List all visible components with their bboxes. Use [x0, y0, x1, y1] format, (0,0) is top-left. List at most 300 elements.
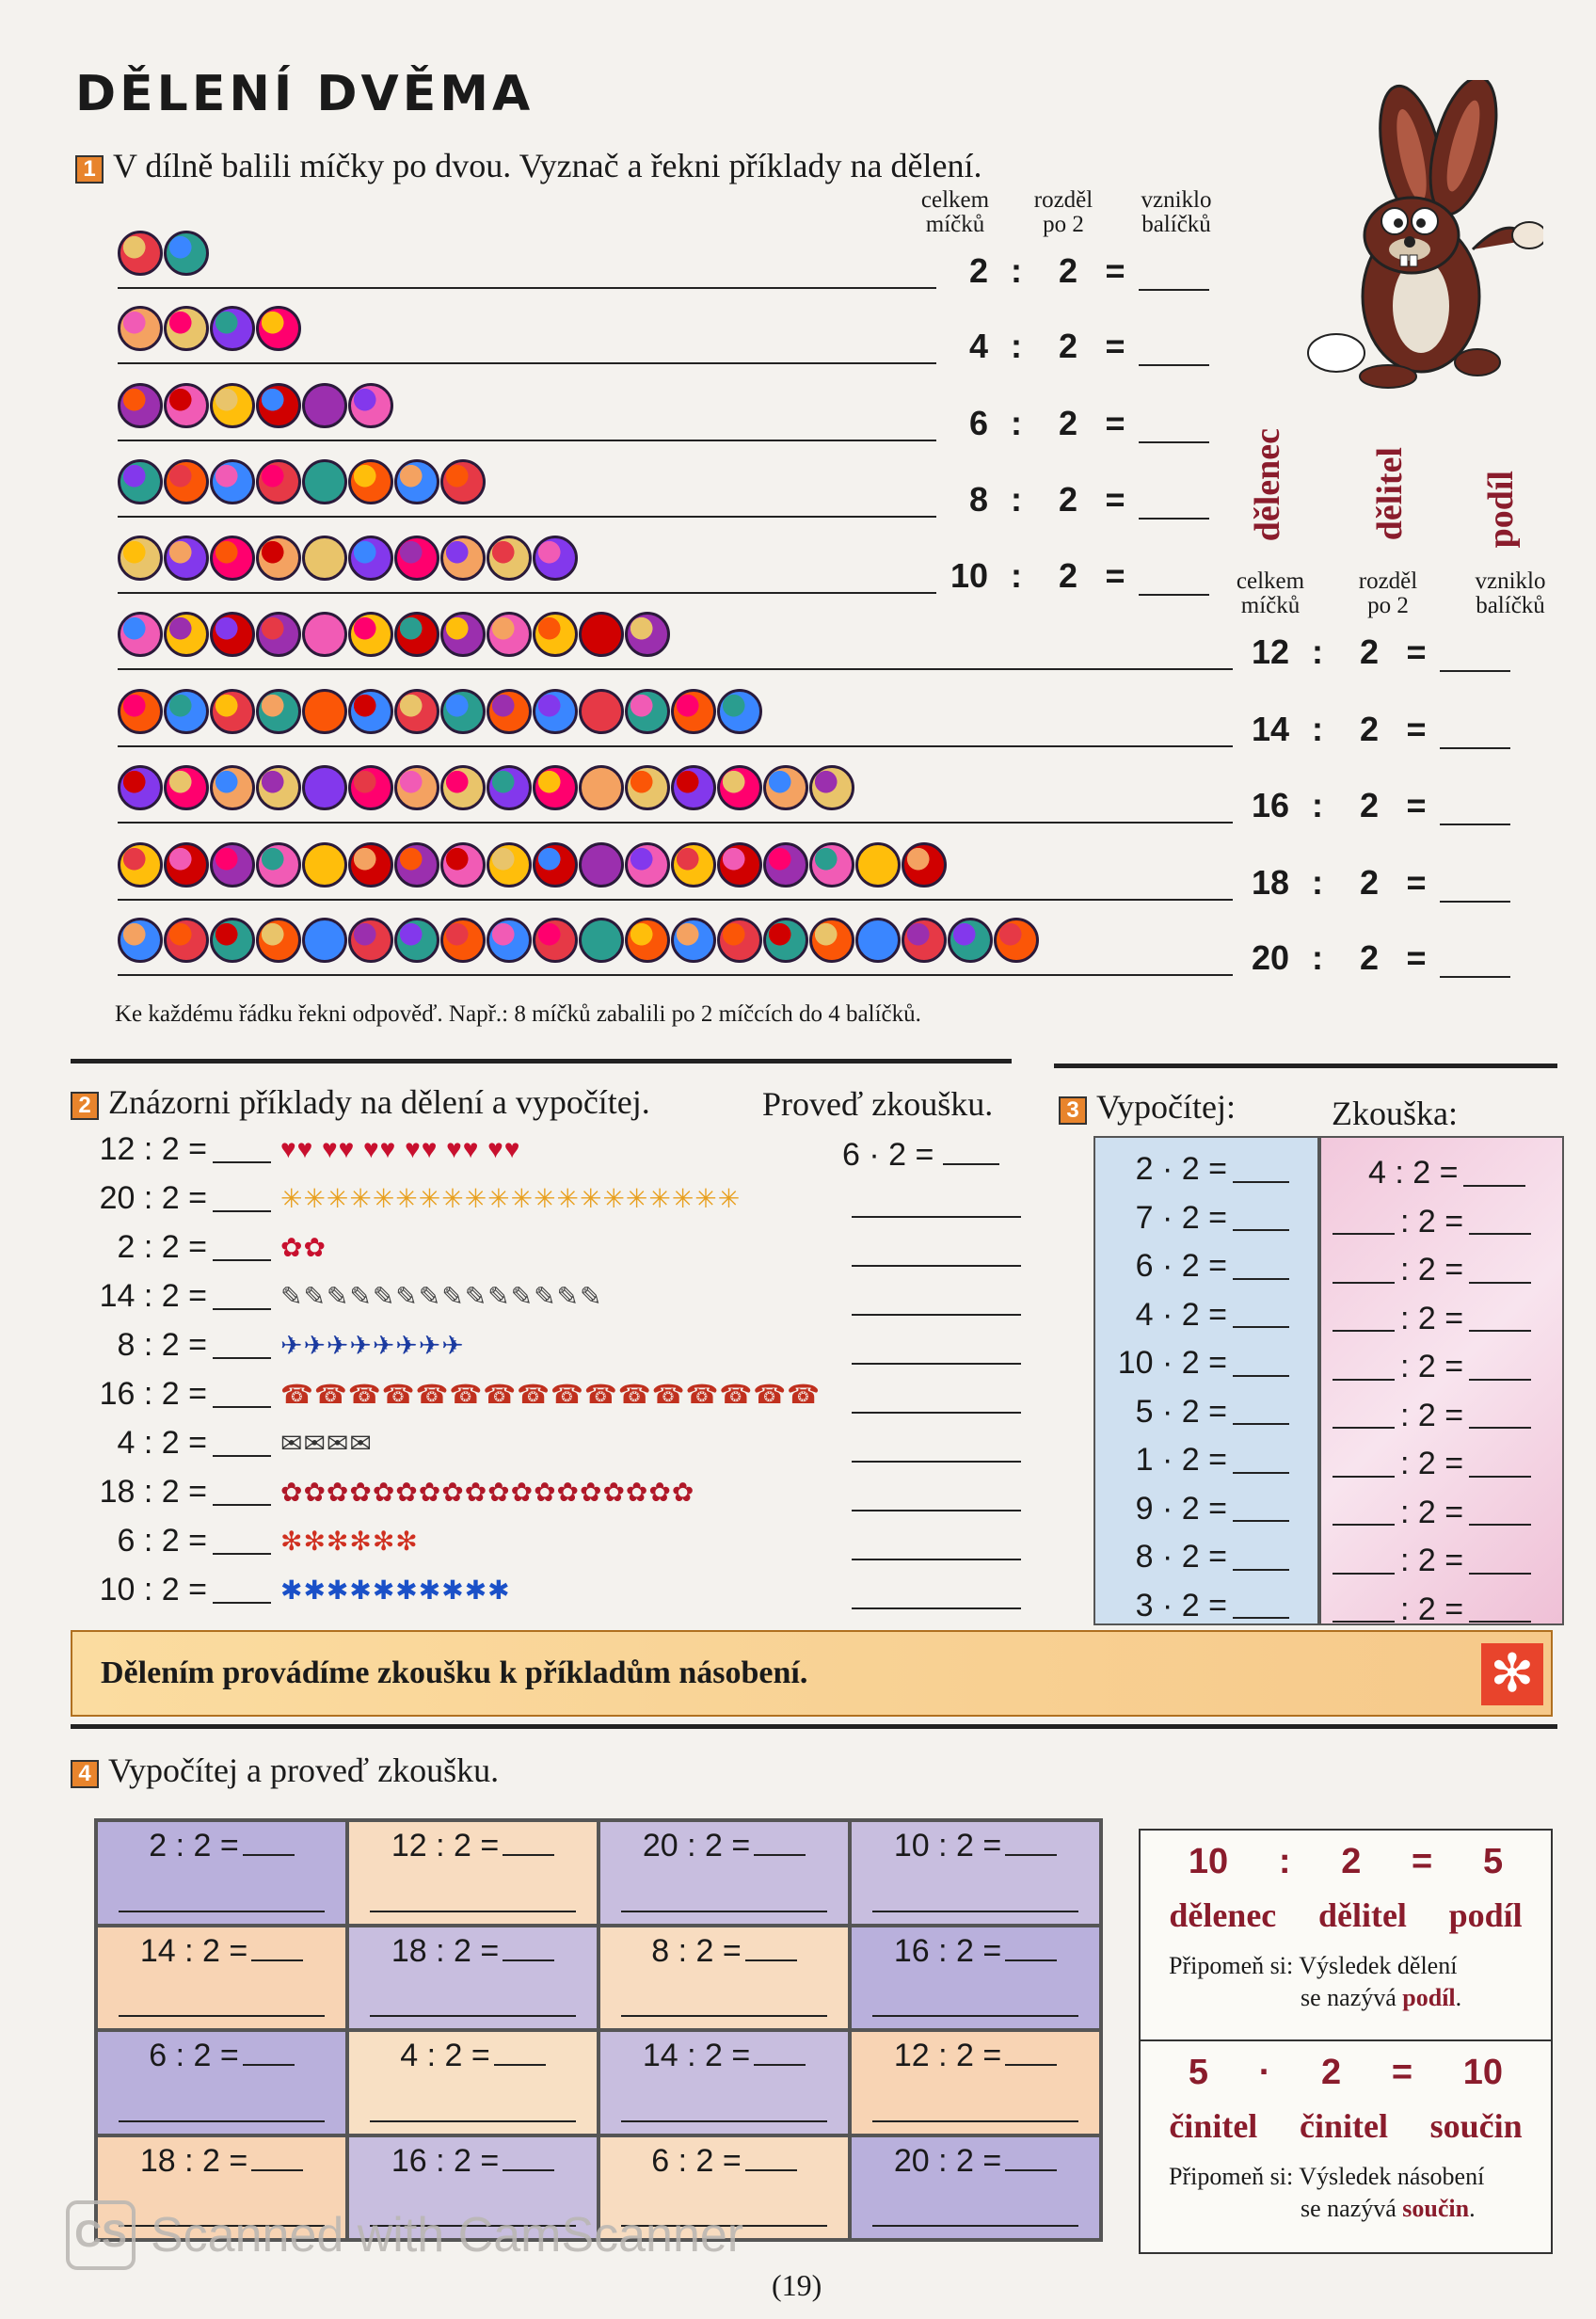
answer-blank[interactable] [754, 2039, 806, 2066]
divider [1054, 1064, 1557, 1068]
check-row [1321, 1295, 1562, 1344]
check-answer-line[interactable] [872, 1911, 1078, 1912]
multiplication-expression: 10 · 2 = [1117, 1345, 1227, 1382]
star-icon: ✻ [1481, 1643, 1543, 1705]
answer-blank[interactable] [213, 1282, 271, 1310]
answer-blank[interactable] [213, 1575, 271, 1604]
exercise-expression: 8 : 2 = [651, 1932, 742, 1969]
picture-icons[interactable]: ✿✿ [280, 1232, 327, 1262]
check-answer-line[interactable] [370, 2015, 576, 2017]
check-answer-line[interactable] [621, 1911, 827, 1912]
exercise-row [71, 1223, 821, 1271]
ball-icon[interactable] [394, 459, 439, 504]
marking-line[interactable] [118, 668, 1233, 670]
check-answer-line[interactable] [852, 1559, 1021, 1560]
ball-icon[interactable] [671, 842, 716, 888]
ball-icon[interactable] [302, 765, 347, 810]
ball-icon[interactable] [118, 612, 163, 657]
check-row [1321, 1198, 1562, 1247]
ball-icon[interactable] [348, 689, 393, 734]
check-answer-line[interactable] [370, 1911, 576, 1912]
ball-icon[interactable] [487, 536, 532, 581]
ball-icon[interactable] [210, 383, 255, 428]
ball-icon[interactable] [440, 918, 486, 963]
check-answer-line[interactable] [872, 2225, 1078, 2227]
ball-icon[interactable] [164, 689, 209, 734]
division-sign: : [1312, 938, 1323, 977]
exercise-line [614, 1933, 835, 1970]
exercise-line [111, 1828, 332, 1864]
ball-icon[interactable] [579, 918, 624, 963]
answer-blank[interactable] [213, 1135, 271, 1163]
ball-icon[interactable] [625, 689, 670, 734]
divisor: 2 [1359, 786, 1380, 824]
ball-row [118, 612, 671, 657]
check-answer-line[interactable] [872, 2120, 1078, 2122]
ball-icon[interactable] [164, 536, 209, 581]
task1-number: 1 [75, 155, 104, 184]
marking-line[interactable] [118, 745, 1233, 747]
ball-icon[interactable] [164, 918, 209, 963]
answer-blank[interactable] [1463, 1160, 1525, 1187]
ball-icon[interactable] [717, 842, 762, 888]
answer-blank[interactable] [213, 1429, 271, 1457]
exercise-line [865, 2143, 1086, 2180]
picture-icons[interactable]: ✉✉✉✉ [280, 1428, 373, 1458]
check-expression: : 2 = [1400, 1300, 1464, 1336]
ball-icon[interactable] [348, 536, 393, 581]
division-equation [941, 556, 1209, 596]
ball-icon[interactable] [302, 383, 347, 428]
ball-icon[interactable] [533, 765, 578, 810]
answer-blank[interactable] [243, 2039, 295, 2066]
task3-left-list [1095, 1138, 1317, 1630]
divider [71, 1059, 1012, 1064]
marking-line[interactable] [118, 287, 936, 289]
rule-banner [71, 1630, 1553, 1717]
check-answer-line[interactable] [621, 2120, 827, 2122]
ball-icon[interactable] [302, 536, 347, 581]
ball-icon[interactable] [809, 765, 854, 810]
ball-icon[interactable] [256, 918, 301, 963]
multiplication-expression: 2 · 2 = [1135, 1151, 1227, 1188]
answer-blank[interactable] [243, 1830, 295, 1856]
ball-icon[interactable] [487, 765, 532, 810]
ball-icon[interactable] [394, 842, 439, 888]
exercise-expression: 12 : 2 = [99, 1130, 207, 1167]
check-answer-line[interactable] [852, 1461, 1021, 1463]
answer-blank[interactable] [1333, 1596, 1395, 1623]
ball-icon[interactable] [440, 459, 486, 504]
answer-blank[interactable] [1233, 1544, 1289, 1571]
ball-icon[interactable] [533, 842, 578, 888]
ball-icon[interactable] [210, 689, 255, 734]
ball-icon[interactable] [763, 765, 808, 810]
divisor: 2 [1359, 710, 1380, 748]
equals-sign: = [1105, 480, 1125, 519]
ball-icon[interactable] [348, 842, 393, 888]
ball-icon[interactable] [487, 842, 532, 888]
answer-blank[interactable] [1469, 1208, 1531, 1235]
ball-icon[interactable] [210, 612, 255, 657]
ball-icon[interactable] [902, 918, 947, 963]
ball-icon[interactable] [809, 842, 854, 888]
multiplication-row [1095, 1533, 1317, 1582]
answer-blank[interactable] [503, 1935, 554, 1961]
answer-blank[interactable] [503, 2145, 554, 2171]
answer-blank[interactable] [1333, 1305, 1395, 1332]
ball-icon[interactable] [625, 765, 670, 810]
answer-blank[interactable] [1233, 1302, 1289, 1328]
picture-icons[interactable]: ✳✳✳✳✳✳✳✳✳✳✳✳✳✳✳✳✳✳✳✳ [280, 1183, 742, 1213]
picture-icons[interactable]: ♥♥ ♥♥ ♥♥ ♥♥ ♥♥ ♥♥ [280, 1134, 521, 1163]
ball-icon[interactable] [164, 306, 209, 351]
ball-icon[interactable] [625, 612, 670, 657]
answer-blank[interactable] [754, 1830, 806, 1856]
ball-icon[interactable] [579, 765, 624, 810]
ball-icon[interactable] [717, 689, 762, 734]
ball-icon[interactable] [164, 842, 209, 888]
ball-icon[interactable] [210, 459, 255, 504]
dividend: 10 [950, 556, 988, 595]
marking-line[interactable] [118, 516, 936, 518]
ball-icon[interactable] [763, 842, 808, 888]
divisor: 2 [1058, 327, 1078, 365]
ball-icon[interactable] [118, 689, 163, 734]
ball-icon[interactable] [164, 383, 209, 428]
ball-icon[interactable] [579, 689, 624, 734]
ball-icon[interactable] [302, 689, 347, 734]
ball-icon[interactable] [164, 612, 209, 657]
ball-icon[interactable] [487, 918, 532, 963]
divisor: 2 [1058, 251, 1078, 290]
answer-blank[interactable] [1469, 1451, 1531, 1478]
check-answer-line[interactable] [852, 1510, 1021, 1511]
ball-icon[interactable] [533, 689, 578, 734]
answer-blank[interactable] [1233, 1351, 1289, 1377]
exercise-expression: 16 : 2 = [893, 1932, 1002, 1969]
mole-illustration [1299, 80, 1543, 391]
ball-icon[interactable] [118, 231, 163, 276]
ball-icon[interactable] [210, 536, 255, 581]
ball-icon[interactable] [394, 918, 439, 963]
answer-blank[interactable] [1233, 1447, 1289, 1474]
ball-icon[interactable] [394, 689, 439, 734]
check-answer-line[interactable] [119, 1911, 325, 1912]
ball-icon[interactable] [763, 918, 808, 963]
exercise-row [71, 1125, 821, 1174]
check-row [1321, 1537, 1562, 1586]
ball-icon[interactable] [118, 306, 163, 351]
equals-sign: = [1105, 327, 1125, 365]
ball-icon[interactable] [440, 536, 486, 581]
exercise-expression: 10 : 2 = [893, 1828, 1002, 1863]
marking-line[interactable] [118, 822, 1233, 824]
answer-blank[interactable] [213, 1184, 271, 1212]
ball-icon[interactable] [579, 612, 624, 657]
answer-blank[interactable] [745, 2145, 797, 2171]
ball-icon[interactable] [302, 918, 347, 963]
check-answer-line[interactable] [852, 1265, 1021, 1267]
check-expression: 4 : 2 = [1368, 1155, 1459, 1191]
dividend: 6 [968, 404, 988, 442]
ball-icon[interactable] [210, 306, 255, 351]
ball-icon[interactable] [210, 918, 255, 963]
ball-icon[interactable] [118, 459, 163, 504]
answer-blank[interactable] [1005, 2145, 1057, 2171]
ball-icon[interactable] [487, 612, 532, 657]
answer-blank[interactable] [1469, 1548, 1531, 1575]
answer-blank[interactable] [1440, 644, 1510, 672]
dividend: 20 [1251, 938, 1289, 977]
exercise-expression: 6 : 2 = [149, 2038, 239, 2073]
answer-blank[interactable] [213, 1478, 271, 1506]
answer-blank[interactable] [1440, 721, 1510, 749]
ball-icon[interactable] [164, 231, 209, 276]
marking-line[interactable] [118, 899, 1233, 901]
ball-icon[interactable] [164, 459, 209, 504]
answer-blank[interactable] [1005, 1935, 1057, 1961]
exercise-line [362, 2143, 583, 2180]
answer-blank[interactable] [1005, 1830, 1057, 1856]
exercise-cell [598, 1820, 850, 1926]
ball-icon[interactable] [256, 842, 301, 888]
ball-icon[interactable] [256, 612, 301, 657]
answer-blank[interactable] [1469, 1354, 1531, 1381]
dividend: 16 [1251, 786, 1289, 824]
ball-icon[interactable] [348, 918, 393, 963]
ball-row [118, 536, 579, 581]
ball-icon[interactable] [348, 459, 393, 504]
ball-icon[interactable] [717, 765, 762, 810]
answer-blank[interactable] [1233, 1157, 1289, 1183]
answer-blank[interactable] [213, 1380, 271, 1408]
ball-row [118, 383, 394, 428]
answer-blank[interactable] [213, 1527, 271, 1555]
answer-blank[interactable] [745, 1935, 797, 1961]
ball-icon[interactable] [671, 765, 716, 810]
answer-blank[interactable] [1333, 1257, 1395, 1284]
ball-icon[interactable] [256, 689, 301, 734]
multiplication-reminder [1141, 2041, 1551, 2252]
ball-icon[interactable] [394, 612, 439, 657]
answer-blank[interactable] [1139, 415, 1209, 443]
check-answer-line[interactable] [852, 1607, 1021, 1609]
ball-icon[interactable] [671, 689, 716, 734]
answer-blank[interactable] [943, 1137, 999, 1165]
ball-icon[interactable] [394, 765, 439, 810]
answer-blank[interactable] [1005, 2039, 1057, 2066]
answer-blank[interactable] [1139, 263, 1209, 291]
answer-blank[interactable] [1233, 1592, 1289, 1619]
marking-line[interactable] [118, 362, 936, 364]
check-answer-line[interactable] [621, 2015, 827, 2017]
answer-blank[interactable] [1440, 950, 1510, 978]
label-divisor: dělitel [1370, 447, 1410, 541]
dividend: 12 [1251, 632, 1289, 671]
ball-icon[interactable] [348, 612, 393, 657]
marking-line[interactable] [118, 440, 936, 441]
check-expression: : 2 = [1400, 1543, 1464, 1579]
ball-icon[interactable] [210, 842, 255, 888]
ball-icon[interactable] [210, 765, 255, 810]
ball-icon[interactable] [348, 383, 393, 428]
task2-rows [71, 1125, 821, 1614]
task2-check-first [842, 1137, 999, 1174]
ball-icon[interactable] [302, 842, 347, 888]
multiplication-sign: · [1258, 2053, 1271, 2092]
ball-icon[interactable] [348, 765, 393, 810]
ball-icon[interactable] [118, 842, 163, 888]
equals-sign: = [1105, 556, 1125, 595]
exercise-expression: 6 : 2 = [651, 2142, 742, 2179]
division-equation [1242, 786, 1510, 825]
equals-sign: = [1412, 1842, 1433, 1881]
task1-header-result: vzniklo balíčků [1141, 187, 1212, 237]
exercise-expression: 4 : 2 = [117, 1424, 207, 1461]
ball-icon[interactable] [533, 612, 578, 657]
exercise-expression: 18 : 2 = [391, 1932, 500, 1969]
answer-blank[interactable] [1440, 797, 1510, 825]
task1-instruction: V dílně balili míčky po dvou. Vyznač a řekni příklady na dělení. [113, 147, 982, 184]
check-answer-line[interactable] [852, 1314, 1021, 1316]
answer-blank[interactable] [1233, 1254, 1289, 1280]
answer-blank[interactable] [494, 2039, 546, 2066]
answer-blank[interactable] [213, 1331, 271, 1359]
answer-blank[interactable] [1469, 1596, 1531, 1623]
ball-icon[interactable] [440, 689, 486, 734]
dividend: 14 [1251, 710, 1289, 748]
ball-icon[interactable] [902, 842, 947, 888]
marking-line[interactable] [118, 974, 1233, 976]
answer-blank[interactable] [1333, 1402, 1395, 1429]
answer-blank[interactable] [1333, 1548, 1395, 1575]
ball-icon[interactable] [256, 765, 301, 810]
answer-blank[interactable] [1333, 1354, 1395, 1381]
division-note [1141, 1935, 1551, 2014]
answer-blank[interactable] [1233, 1495, 1289, 1522]
answer-blank[interactable] [1233, 1399, 1289, 1425]
exercise-row [71, 1320, 821, 1369]
answer-blank[interactable] [1469, 1257, 1531, 1284]
exercise-line [865, 2038, 1086, 2074]
divisor: 2 [1359, 938, 1380, 977]
answer-blank[interactable] [251, 2145, 303, 2171]
exercise-expression: 4 : 2 = [400, 2038, 490, 2073]
answer-blank[interactable] [1333, 1451, 1395, 1478]
answer-blank[interactable] [213, 1233, 271, 1261]
ball-icon[interactable] [533, 918, 578, 963]
answer-blank[interactable] [1333, 1499, 1395, 1526]
equals-sign: = [1406, 938, 1427, 977]
ball-icon[interactable] [440, 765, 486, 810]
check-answer-line[interactable] [370, 2120, 576, 2122]
ball-icon[interactable] [994, 918, 1039, 963]
exercise-expression: 14 : 2 = [642, 2038, 751, 2073]
ball-row [118, 918, 1040, 963]
ball-icon[interactable] [809, 918, 854, 963]
ball-icon[interactable] [440, 842, 486, 888]
exercise-expression: 8 : 2 = [117, 1326, 207, 1363]
answer-blank[interactable] [1440, 874, 1510, 903]
ball-icon[interactable] [533, 536, 578, 581]
check-answer-line[interactable] [852, 1363, 1021, 1365]
exercise-cell [850, 2135, 1101, 2241]
task4-heading [71, 1751, 499, 1790]
ball-icon[interactable] [164, 765, 209, 810]
exercise-row [71, 1565, 821, 1614]
ball-icon[interactable] [302, 612, 347, 657]
division-sign: : [1011, 556, 1022, 595]
answer-blank[interactable] [1469, 1305, 1531, 1332]
check-answer-line[interactable] [852, 1412, 1021, 1414]
ball-row [118, 231, 210, 276]
check-answer-line[interactable] [852, 1216, 1021, 1218]
note-line: se nazývá součin. [1301, 2195, 1476, 2222]
answer-blank[interactable] [1139, 491, 1209, 520]
check-answer-line[interactable] [119, 2120, 325, 2122]
answer-blank[interactable] [1469, 1402, 1531, 1429]
ball-icon[interactable] [855, 918, 901, 963]
answer-blank[interactable] [503, 1830, 554, 1856]
ball-icon[interactable] [302, 459, 347, 504]
ball-icon[interactable] [948, 918, 993, 963]
division-sign: : [1278, 1842, 1291, 1881]
ball-icon[interactable] [625, 918, 670, 963]
picture-icons[interactable]: ✿✿✿✿✿✿✿✿✿✿✿✿✿✿✿✿✿✿ [280, 1477, 695, 1507]
ball-icon[interactable] [440, 612, 486, 657]
ball-icon[interactable] [118, 765, 163, 810]
division-equation [1242, 632, 1510, 672]
picture-icons[interactable]: ✱✱✱✱✱✱✱✱✱✱ [280, 1575, 511, 1605]
check-answer-line[interactable] [119, 2015, 325, 2017]
check-expression: : 2 = [1400, 1591, 1464, 1627]
answer-blank[interactable] [1139, 568, 1209, 596]
reminder-box [1139, 1829, 1553, 2254]
division-sign: : [1011, 404, 1022, 442]
ball-icon[interactable] [118, 918, 163, 963]
answer-blank[interactable] [1469, 1499, 1531, 1526]
marking-line[interactable] [118, 592, 936, 594]
answer-blank[interactable] [1233, 1205, 1289, 1231]
picture-icons[interactable]: ✎✎✎✎✎✎✎✎✎✎✎✎✎✎ [280, 1281, 603, 1311]
ball-icon[interactable] [256, 383, 301, 428]
answer-blank[interactable] [251, 1935, 303, 1961]
ball-icon[interactable] [118, 383, 163, 428]
ball-icon[interactable] [579, 842, 624, 888]
check-answer-line[interactable] [872, 2015, 1078, 2017]
ball-icon[interactable] [487, 689, 532, 734]
ball-icon[interactable] [625, 842, 670, 888]
picture-icons[interactable]: ☎☎☎☎☎☎☎☎☎☎☎☎☎☎☎☎ [280, 1379, 822, 1409]
ball-icon[interactable] [671, 918, 716, 963]
ball-icon[interactable] [256, 459, 301, 504]
ball-icon[interactable] [717, 918, 762, 963]
answer-blank[interactable] [1139, 338, 1209, 366]
multiplication-row [1095, 1582, 1317, 1631]
answer-blank[interactable] [1333, 1208, 1395, 1235]
picture-icons[interactable]: ✈✈✈✈✈✈✈✈ [280, 1330, 465, 1360]
ball-icon[interactable] [855, 842, 901, 888]
exercise-cell [850, 1820, 1101, 1926]
picture-icons[interactable]: ✻✻✻✻✻✻ [280, 1526, 419, 1556]
ball-icon[interactable] [256, 306, 301, 351]
ball-icon[interactable] [118, 536, 163, 581]
ball-icon[interactable] [394, 536, 439, 581]
dividend: 8 [968, 480, 988, 519]
ball-icon[interactable] [256, 536, 301, 581]
check-row [1321, 1149, 1562, 1198]
